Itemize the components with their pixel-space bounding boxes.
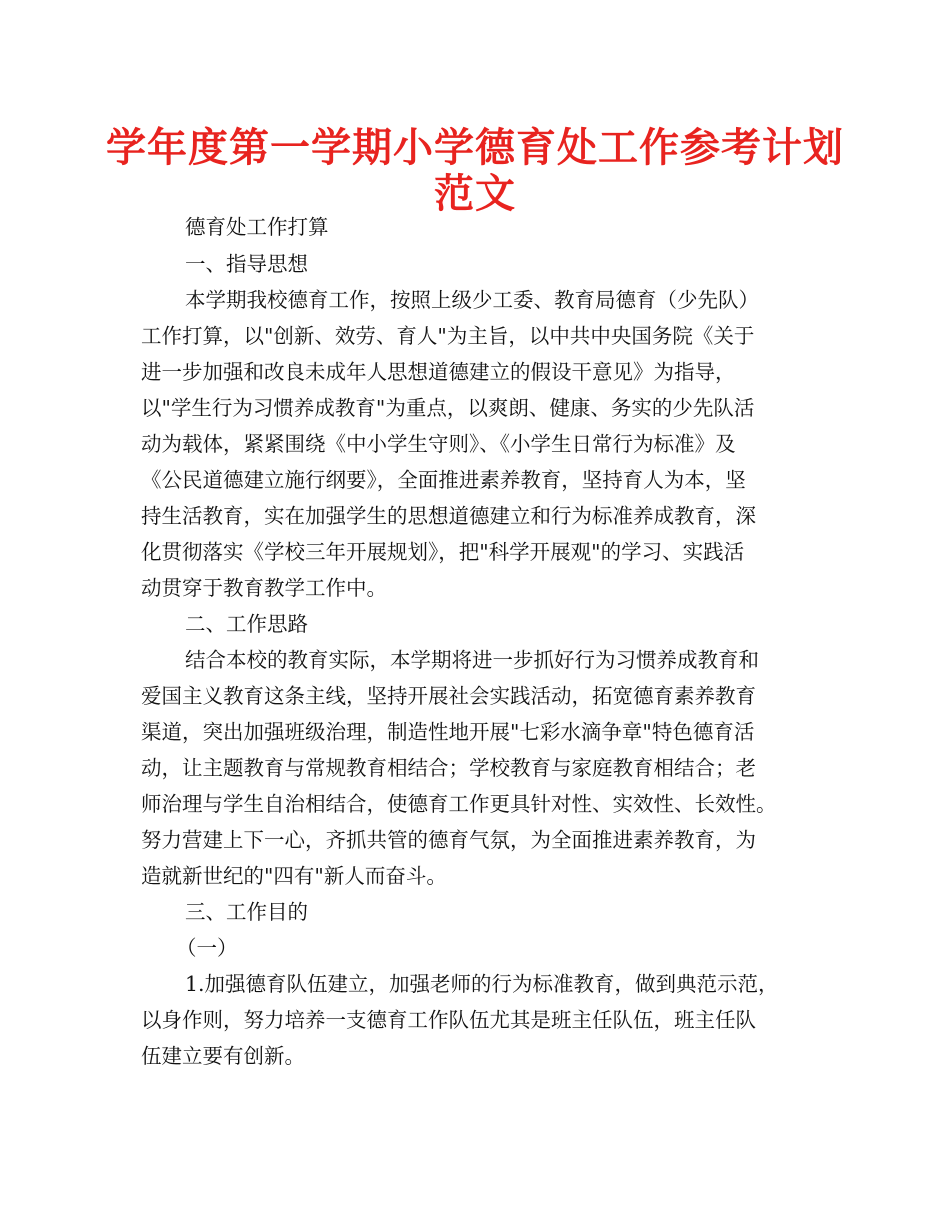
paragraph-line: 结合本校的教育实际，本学期将进一步抓好行为习惯养成教育和	[185, 648, 759, 672]
section-label: 德育处工作打算	[185, 215, 329, 239]
paragraph-line: 渠道，突出加强班级治理，制造性地开展"七彩水滴争章"特色德育活	[141, 720, 755, 744]
heading-work-approach: 二、工作思路	[185, 612, 308, 636]
paragraph-line: 伍建立要有创新。	[141, 1044, 305, 1068]
paragraph-line: 工作打算，以"创新、效劳、育人"为主旨，以中共中央国务院《关于	[141, 324, 755, 348]
paragraph-line: 动贯穿于教育教学工作中。	[141, 576, 387, 600]
paragraph-line: 以身作则，努力培养一支德育工作队伍尤其是班主任队伍，班主任队	[141, 1008, 756, 1032]
paragraph-line: 本学期我校德育工作，按照上级少工委、教育局德育（少先队）	[185, 288, 759, 312]
paragraph-line: 化贯彻落实《学校三年开展规划》，把"科学开展观"的学习、实践活	[141, 540, 745, 564]
paragraph-line: 造就新世纪的"四有"新人而奋斗。	[141, 864, 447, 888]
paragraph-line: 进一步加强和改良未成年人思想道德建立的假设干意见》为指导，	[141, 360, 736, 384]
paragraph-line: 努力营建上下一心，齐抓共管的德育气氛，为全面推进素养教育，为	[141, 828, 756, 852]
heading-work-goals: 三、工作目的	[185, 900, 308, 924]
paragraph-line: 1.加强德育队伍建立，加强老师的行为标准教育，做到典范示范，	[185, 972, 779, 996]
paragraph-line: 《公民道德建立施行纲要》，全面推进素养教育，坚持育人为本，坚	[141, 468, 746, 492]
paragraph-line: 以"学生行为习惯养成教育"为重点，以爽朗、健康、务实的少先队活	[141, 396, 755, 420]
heading-guiding-thought: 一、指导思想	[185, 252, 308, 276]
document-title-line-2: 范文	[434, 171, 516, 217]
document-title-line-1: 学年度第一学期小学德育处工作参考计划	[106, 125, 844, 171]
paragraph-line: 师治理与学生自治相结合，使德育工作更具针对性、实效性、长效性。	[141, 792, 777, 816]
subheading-one: （一）	[176, 936, 238, 960]
paragraph-line: 持生活教育，实在加强学生的思想道德建立和行为标准养成教育，深	[141, 504, 756, 528]
paragraph-line: 动，让主题教育与常规教育相结合；学校教育与家庭教育相结合；老	[141, 756, 756, 780]
paragraph-line: 动为载体，紧紧围绕《中小学生守则》、《小学生日常行为标准》及	[141, 432, 736, 456]
paragraph-line: 爱国主义教育这条主线，坚持开展社会实践活动，拓宽德育素养教育	[141, 684, 756, 708]
